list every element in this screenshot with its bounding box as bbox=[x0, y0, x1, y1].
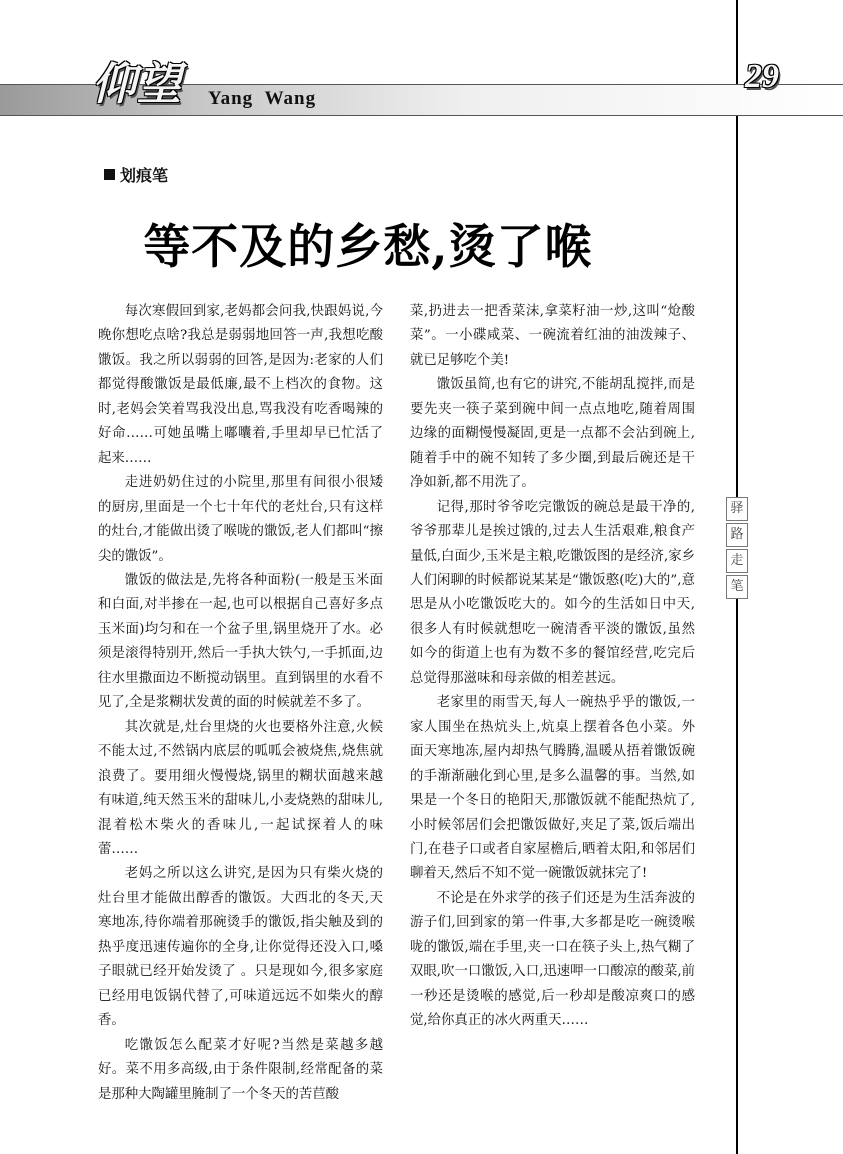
section-label bbox=[104, 163, 168, 186]
paragraph: 其次就是,灶台里烧的火也要格外注意,火候不能太过,不然锅内底层的呱呱会被烧焦,烧焦就浪费了。要用细火慢慢烧,锅里的糊状面越来越有味道,纯天然玉米的甜味儿,小麦烧熟的甜味儿,混着松木柴火的香味儿,一起试探着人的味蕾…… bbox=[98, 719, 383, 857]
sidebar-char: 笔 bbox=[726, 575, 748, 599]
paragraph: 走进奶奶住过的小院里,那里有间很小很矮的厨房,里面是一个七十年代的老灶台,只有这样的灶台,才能做出烫了喉咙的馓饭,老人们都叫“擦尖的馓饭”。 bbox=[98, 475, 383, 564]
paragraph: 馓饭的做法是,先将各种面粉(一般是玉米面和白面,对半掺在一起,也可以根据自己喜好多点玉米面)均匀和在一个盆子里,锅里烧开了水。必须是滚得特别开,然后一手执大铁勺,一手抓面,边往水里撒面边不断搅动锅里。直到锅里的水看不见了,全是浆糊状发黄的面的时候就差不多了。 bbox=[98, 572, 383, 711]
paragraph: 吃馓饭怎么配菜才好呢?当然是菜越多越好。菜不用多高级,由于条件限制,经常配备的菜是那种大陶罐里腌制了一个冬天的苦苣酸 bbox=[98, 1037, 383, 1102]
page-number: 29 bbox=[745, 58, 779, 95]
article-title: 等不及的乡愁,烫了喉 bbox=[143, 220, 593, 275]
paragraph-continued: 菜,扔进去一把香菜沫,拿菜籽油一炒,这叫“炝酸菜”。一小碟咸菜、一碗流着红油的油泼辣子、就已足够吃个美! bbox=[410, 304, 695, 368]
sidebar-char: 走 bbox=[726, 549, 748, 573]
header-subtitle: Yang Wang bbox=[208, 88, 317, 109]
article-left-column bbox=[98, 300, 383, 1107]
sidebar-char: 驿 bbox=[726, 497, 748, 521]
paragraph: 记得,那时爷爷吃完馓饭的碗总是最干净的,爷爷那辈儿是挨过饿的,过去人生活艰难,粮食产量低,白面少,玉米是主粮,吃馓饭图的是经济,家乡人们闲聊的时候都说某某是“馓饭憨(吃)大的”,意思是从小吃馓饭吃大的。如今的生活如日中天,很多人有时候就想吃一碗清香平淡的馓饭,虽然如今的街道上也有为数不多的餐馆经营,吃完后总觉得那滋味和母亲做的相差甚远。 bbox=[410, 499, 695, 686]
sidebar-char: 路 bbox=[726, 523, 748, 547]
section-label-text: 划痕笔 bbox=[120, 166, 169, 185]
magazine-logo: 仰望 bbox=[92, 59, 182, 110]
article-right-column bbox=[410, 300, 695, 1034]
column-sidebar-tab bbox=[726, 497, 746, 599]
paragraph: 老妈之所以这么讲究,是因为只有柴火烧的灶台里才能做出醇香的馓饭。大西北的冬天,天寒地冻,待你端着那碗烫手的馓饭,指尖触及到的热乎度迅速传遍你的全身,让你觉得还没入口,嗓子眼就已经开始发烫了 。只是现如今,很多家庭已经用电饭锅代替了,可味道远远不如柴火的醇香。 bbox=[98, 866, 383, 1029]
paragraph: 不论是在外求学的孩子们还是为生活奔波的游子们,回到家的第一件事,大多都是吃一碗烫喉咙的馓饭,端在手里,夹一口在筷子头上,热气糊了双眼,吹一口馓饭,入口,迅速呷一口酸凉的酸菜,前一秒还是烫喉的感觉,后一秒却是酸凉爽口的感觉,给你真正的冰火两重天…… bbox=[410, 890, 695, 1029]
paragraph: 老家里的雨雪天,每人一碗热乎乎的馓饭,一家人围坐在热炕头上,炕桌上摆着各色小菜。外面天寒地冻,屋内却热气腾腾,温暖从捂着馓饭碗的手渐渐融化到心里,是多么温馨的事。当然,如果是一个冬日的艳阳天,那馓饭就不能配热炕了,小时候邻居们会把馓饭做好,夹足了菜,饭后端出门,在巷子口或者自家屋檐后,晒着太阳,和邻居们聊着天,然后不知不觉一碗馓饭就抹完了! bbox=[410, 695, 695, 882]
square-bullet-icon bbox=[104, 169, 115, 180]
paragraph: 馓饭虽简,也有它的讲究,不能胡乱搅拌,而是要先夹一筷子菜到碗中间一点点地吃,随着周围边缘的面糊慢慢凝固,更是一点都不会沾到碗上,随着手中的碗不知转了多少圈,到最后碗还是干净如新,都不用洗了。 bbox=[410, 377, 695, 491]
paragraph: 每次寒假回到家,老妈都会问我,快跟妈说,今晚你想吃点啥?我总是弱弱地回答一声,我想吃酸馓饭。我之所以弱弱的回答,是因为:老家的人们都觉得酸馓饭是最低廉,最不上档次的食物。这时,老妈会笑着骂我没出息,骂我没有吃香喝辣的好命……可她虽嘴上嘟囔着,手里却早已忙活了起来…… bbox=[98, 304, 383, 466]
